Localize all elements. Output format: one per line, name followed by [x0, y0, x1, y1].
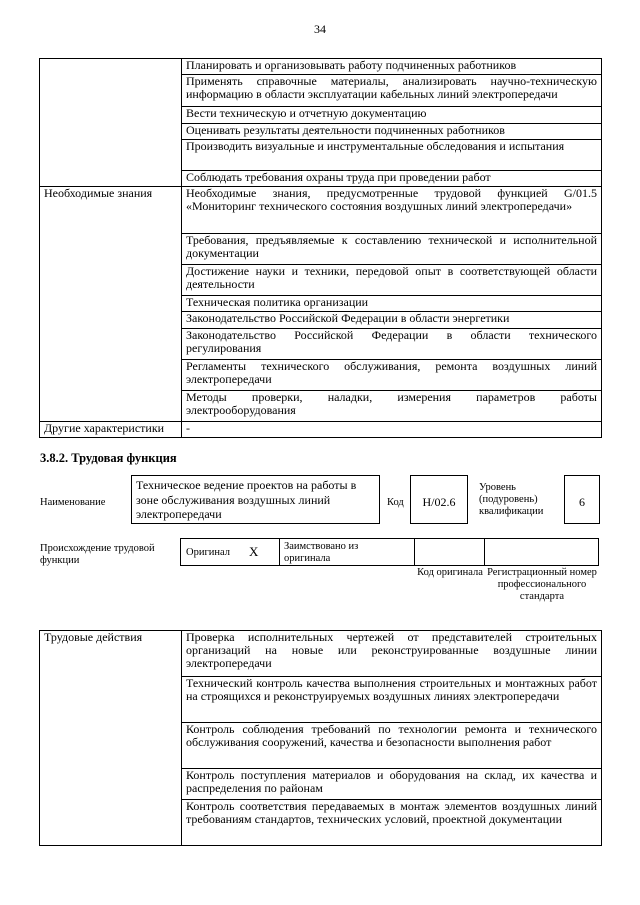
knowledge-item: Необходимые знания, предусмотренные трудовой функцией G/01.5 «Мониторинг технического состояния воздушных линий электропередачи» [182, 187, 602, 234]
origin-divider [484, 538, 485, 566]
skill-item: Производить визуальные и инструментальные обследования и испытания [182, 140, 602, 171]
section-title: 3.8.2. Трудовая функция [40, 451, 177, 465]
code-value: H/02.6 [422, 495, 456, 509]
skill-item: Вести техническую и отчетную документацию [182, 107, 602, 124]
level-box [564, 475, 600, 524]
function-name-box [131, 475, 380, 524]
knowledge-item: Достижение науки и техники, передовой опыт в соответствующей области деятельности [182, 265, 602, 296]
skill-item: Применять справочные материалы, анализировать научно-техническую информацию в области эксплуатации кабельных линий электропередачи [182, 75, 602, 107]
skill-item: Оценивать результаты деятельности подчиненных работников [182, 124, 602, 140]
borrowed-label: Заимствовано из оригинала [284, 541, 359, 564]
knowledge-item: Законодательство Российской Федерации в области энергетики [182, 312, 602, 329]
reg-number-caption: Регистрационный номер профессионального стандарта [487, 567, 597, 602]
origin-box [180, 538, 599, 566]
knowledge-item: Методы проверки, наладки, измерения параметров работы электрооборудования [182, 391, 602, 422]
code-box [410, 475, 468, 524]
level-label: Уровень (подуровень) квалификации [479, 482, 544, 517]
action-item: Контроль соблюдения требований по технологии ремонта и технического обслуживания сооружений, качества и безопасности выполнения работ [182, 723, 602, 769]
page-number: 34 [314, 22, 326, 36]
original-mark: X [249, 544, 259, 559]
name-label: Наименование [40, 497, 106, 508]
action-item: Технический контроль качества выполнения строительных и монтажных работ на строящихся и реконструируемых воздушных линиях электропередачи [182, 677, 602, 723]
knowledge-item: Техническая политика организации [182, 296, 602, 312]
original-label: Оригинал [186, 547, 230, 558]
origin-divider [414, 538, 415, 566]
knowledge-label: Необходимые знания [40, 187, 182, 422]
code-original-caption: Код оригинала [417, 567, 483, 578]
skill-item: Соблюдать требования охраны труда при проведении работ [182, 171, 602, 187]
knowledge-item: Регламенты технического обслуживания, ремонта воздушных линий электропередачи [182, 360, 602, 391]
labor-actions-table [39, 630, 602, 846]
action-item: Контроль соответствия передаваемых в монтаж элементов воздушных линий требованиям стандартов, технических условий, проектной документации [182, 800, 602, 846]
other-characteristics-label: Другие характеристики [40, 422, 182, 438]
function-name: Техническое ведение проектов на работы в зоне обслуживания воздушных линий электропередачи [136, 478, 357, 521]
action-item: Контроль поступления материалов и оборудования на склад, их качества и распределения по районам [182, 769, 602, 800]
skill-item: Планировать и организовывать работу подчиненных работников [182, 59, 602, 75]
knowledge-item: Требования, предъявляемые к составлению технической и исполнительной документации [182, 234, 602, 265]
action-item: Проверка исполнительных чертежей от представителей строительных организаций на новые или реконструированные воздушные линии электропередачи [182, 631, 602, 677]
origin-divider [279, 538, 280, 566]
code-label: Код [387, 497, 404, 508]
knowledge-item: Законодательство Российской Федерации в области технического регулирования [182, 329, 602, 360]
level-value: 6 [579, 495, 585, 509]
competency-table [39, 58, 602, 438]
skills-label-cell [40, 59, 182, 187]
origin-label: Происхождение трудовой функции [40, 543, 155, 566]
actions-label: Трудовые действия [40, 631, 182, 846]
other-characteristics-value: - [182, 422, 602, 438]
